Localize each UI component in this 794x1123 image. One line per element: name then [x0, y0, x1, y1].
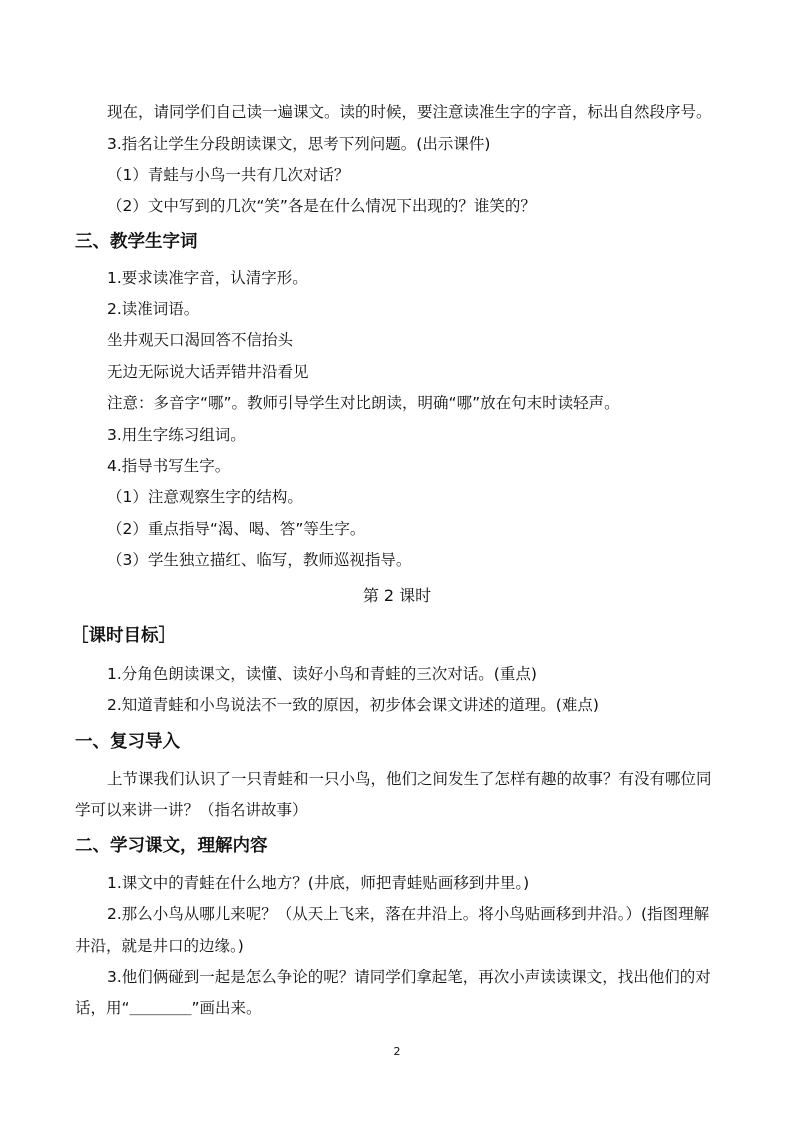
- text-line: 1.课文中的青蛙在什么地方？(井底，师把青蛙贴画移到井里。): [107, 874, 530, 892]
- text-line: 1.分角色朗读课文，读懂、读好小鸟和青蛙的三次对话。(重点): [107, 665, 537, 683]
- objectives-heading: ［课时目标］: [71, 626, 176, 646]
- word-list: 无边无际说大话弄错井沿看见: [107, 363, 309, 381]
- text-line: 1.要求读准字音，认清字形。: [107, 269, 308, 287]
- text-line: 上节课我们认识了一只青蛙和一只小鸟，他们之间发生了怎样有趣的故事？有没有哪位同: [107, 770, 712, 788]
- text-line: 3.用生字练习组词。: [107, 426, 246, 444]
- text-line: 3.指名让学生分段朗读课文，思考下列问题。(出示课件): [107, 135, 491, 153]
- word-list: 坐井观天口渴回答不信抬头: [107, 331, 294, 349]
- section-heading: 一、复习导入: [75, 732, 180, 752]
- text-line: 4.指导书写生字。: [107, 457, 231, 475]
- text-line: 井沿，就是井口的边缘。): [75, 937, 244, 955]
- text-line: （2）重点指导“渴、喝、答”等生字。: [107, 520, 366, 538]
- text-line: 2.那么小鸟从哪儿来呢？（从天上飞来，落在井沿上。将小鸟贴画移到井沿。）(指图理解: [107, 905, 710, 923]
- text-line: （1）注意观察生字的结构。: [107, 488, 303, 506]
- text-line: 2.读准词语。: [107, 300, 200, 318]
- text-line: 话，用“＿＿＿＿”画出来。: [75, 999, 262, 1017]
- section-heading: 二、学习课文，理解内容: [75, 836, 268, 856]
- text-line: 3.他们俩碰到一起是怎么争论的呢？请同学们拿起笔，再次小声读读课文，找出他们的对: [107, 968, 711, 986]
- section-heading: 三、教学生字词: [75, 232, 198, 252]
- text-line: （2）文中写到的几次“笑”各是在什么情况下出现的？谁笑的？: [107, 197, 536, 215]
- text-line: 2.知道青蛙和小鸟说法不一致的原因，初步体会课文讲述的道理。(难点): [107, 696, 599, 714]
- page-number: 2: [393, 1045, 401, 1058]
- text-line: （3）学生独立描红、临写，教师巡视指导。: [107, 551, 412, 569]
- text-line: 学可以来讲一讲？（指名讲故事）: [75, 801, 308, 819]
- text-line: 现在，请同学们自己读一遍课文。读的时候，要注意读准生字的字音，标出自然段序号。: [107, 103, 712, 121]
- lesson-title: 第 2 课时: [362, 586, 432, 605]
- text-line: （1）青蛙与小鸟一共有几次对话？: [107, 166, 350, 184]
- text-line: 注意：多音字“哪”。教师引导学生对比朗读，明确“哪”放在句末时读轻声。: [107, 394, 620, 412]
